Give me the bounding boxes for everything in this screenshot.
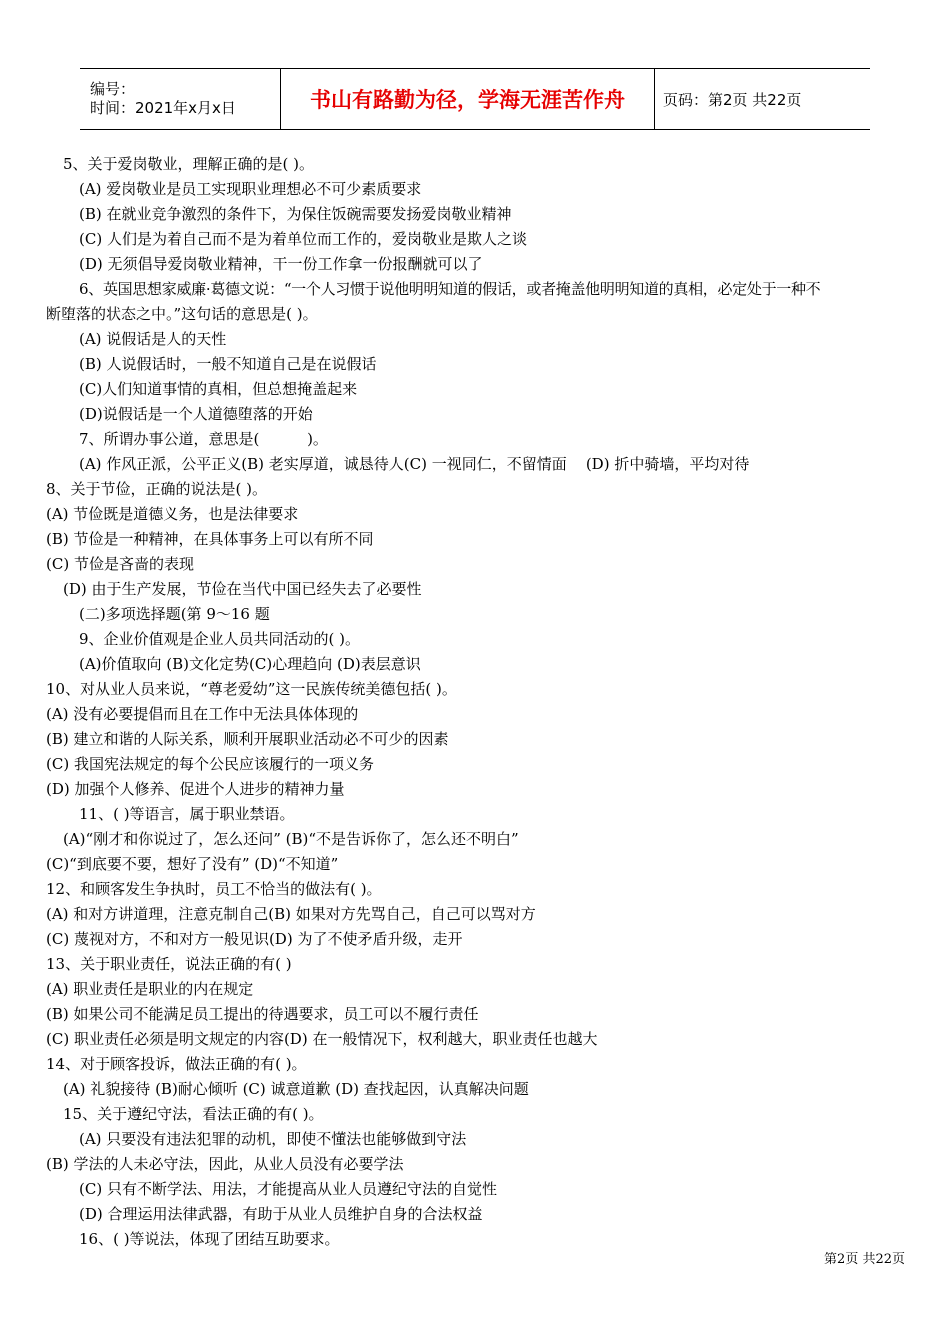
question-text: 13、关于职业责任，说法正确的有( ) [46,955,292,973]
option-text: (D) 由于生产发展，节俭在当代中国已经失去了必要性 [63,580,422,598]
question-text: 9、企业价值观是企业人员共同活动的( )。 [79,630,361,648]
page-header [80,68,870,130]
header-motto [281,69,655,129]
question-text: 6、英国思想家威廉·葛德文说：“一个人习惯于说他明明知道的假话，或者掩盖他明明知道的真相，必定处于一种不 [79,280,821,298]
question-text: 10、对从业人员来说，“尊老爱幼”这一民族传统美德包括( )。 [46,680,457,698]
question-text: 12、和顾客发生争执时，员工不恰当的做法有( )。 [46,880,382,898]
option-text: (B) 如果公司不能满足员工提出的待遇要求，员工可以不履行责任 [46,1005,479,1023]
option-text: (A) 没有必要提倡而且在工作中无法具体体现的 [46,705,359,723]
option-text: (A) 作风正派，公平正义(B) 老实厚道，诚恳待人(C) 一视同仁，不留情面 (D) 折中骑墙，平均对待 [79,455,750,473]
option-text: (D) 加强个人修养、促进个人进步的精神力量 [46,780,345,798]
option-text: (D) 合理运用法律武器，有助于从业人员维护自身的合法权益 [79,1205,483,1223]
option-text: (D)说假话是一个人道德堕落的开始 [79,405,313,423]
option-text: (C) 我国宪法规定的每个公民应该履行的一项义务 [46,755,374,773]
question-text: 7、所谓办事公道，意思是( )。 [79,430,328,448]
option-text: (A) 和对方讲道理，注意克制自己(B) 如果对方先骂自己，自己可以骂对方 [46,905,536,923]
option-text: (B) 在就业竞争激烈的条件下，为保住饭碗需要发扬爱岗敬业精神 [79,205,512,223]
option-text: (A) 爱岗敬业是员工实现职业理想必不可少素质要求 [79,180,422,198]
option-text: (C) 人们是为着自己而不是为着单位而工作的，爱岗敬业是欺人之谈 [79,230,527,248]
option-text: (A) 礼貌接待 (B)耐心倾听 (C) 诚意道歉 (D) 查找起因，认真解决问题 [63,1080,529,1098]
option-text: (A) 节俭既是道德义务，也是法律要求 [46,505,299,523]
question-text: 5、关于爱岗敬业，理解正确的是( )。 [63,155,315,173]
option-text: (A)“刚才和你说过了，怎么还问” (B)“不是告诉你了，怎么还不明白” [63,830,519,848]
option-text: (B) 建立和谐的人际关系，顺利开展职业活动必不可少的因素 [46,730,449,748]
option-text: (A) 职业责任是职业的内在规定 [46,980,254,998]
option-text: (B) 学法的人未必守法，因此，从业人员没有必要学法 [46,1155,404,1173]
question-text: 8、关于节俭，正确的说法是( )。 [46,480,268,498]
option-text: (B) 节俭是一种精神，在具体事务上可以有所不同 [46,530,374,548]
option-text: (C) 蔑视对方，不和对方一般见识(D) 为了不使矛盾升级，走开 [46,930,463,948]
option-text: (C) 节俭是吝啬的表现 [46,555,194,573]
question-text: 14、对于顾客投诉，做法正确的有( )。 [46,1055,307,1073]
option-text: (A)价值取向 (B)文化定势(C)心理趋向 (D)表层意识 [79,655,421,673]
option-text: (C)人们知道事情的真相，但总想掩盖起来 [79,380,358,398]
option-text: (D) 无须倡导爱岗敬业精神，干一份工作拿一份报酬就可以了 [79,255,483,273]
option-text: (C) 只有不断学法、用法，才能提高从业人员遵纪守法的自觉性 [79,1180,497,1198]
motto-text: 书山有路勤为径，学海无涯苦作舟 [310,88,625,112]
option-text: (A) 只要没有违法犯罪的动机，即使不懂法也能够做到守法 [79,1130,467,1148]
option-text: (B) 人说假话时，一般不知道自己是在说假话 [79,355,377,373]
question-text: 16、( )等说法，体现了团结互助要求。 [79,1230,340,1248]
number-label: 编号： [90,80,136,98]
option-text: (C)“到底要不要，想好了没有” (D)“不知道” [46,855,339,873]
header-meta [80,69,281,129]
section-heading: (二)多项选择题(第 9～16 题 [79,605,270,623]
page-footer: 第2页 共22页 [824,1252,905,1267]
question-text: 断堕落的状态之中。”这句话的意思是( )。 [46,305,318,323]
question-text: 15、关于遵纪守法，看法正确的有( )。 [63,1105,324,1123]
option-text: (A) 说假话是人的天性 [79,330,227,348]
page-info-text: 页码：第2页 共22页 [663,90,802,109]
question-text: 11、( )等语言，属于职业禁语。 [79,805,295,823]
date-line: 时间：2021年x月x日 [90,99,236,117]
option-text: (C) 职业责任必须是明文规定的内容(D) 在一般情况下，权利越大，职业责任也越大 [46,1030,598,1048]
header-page-info [655,69,870,129]
